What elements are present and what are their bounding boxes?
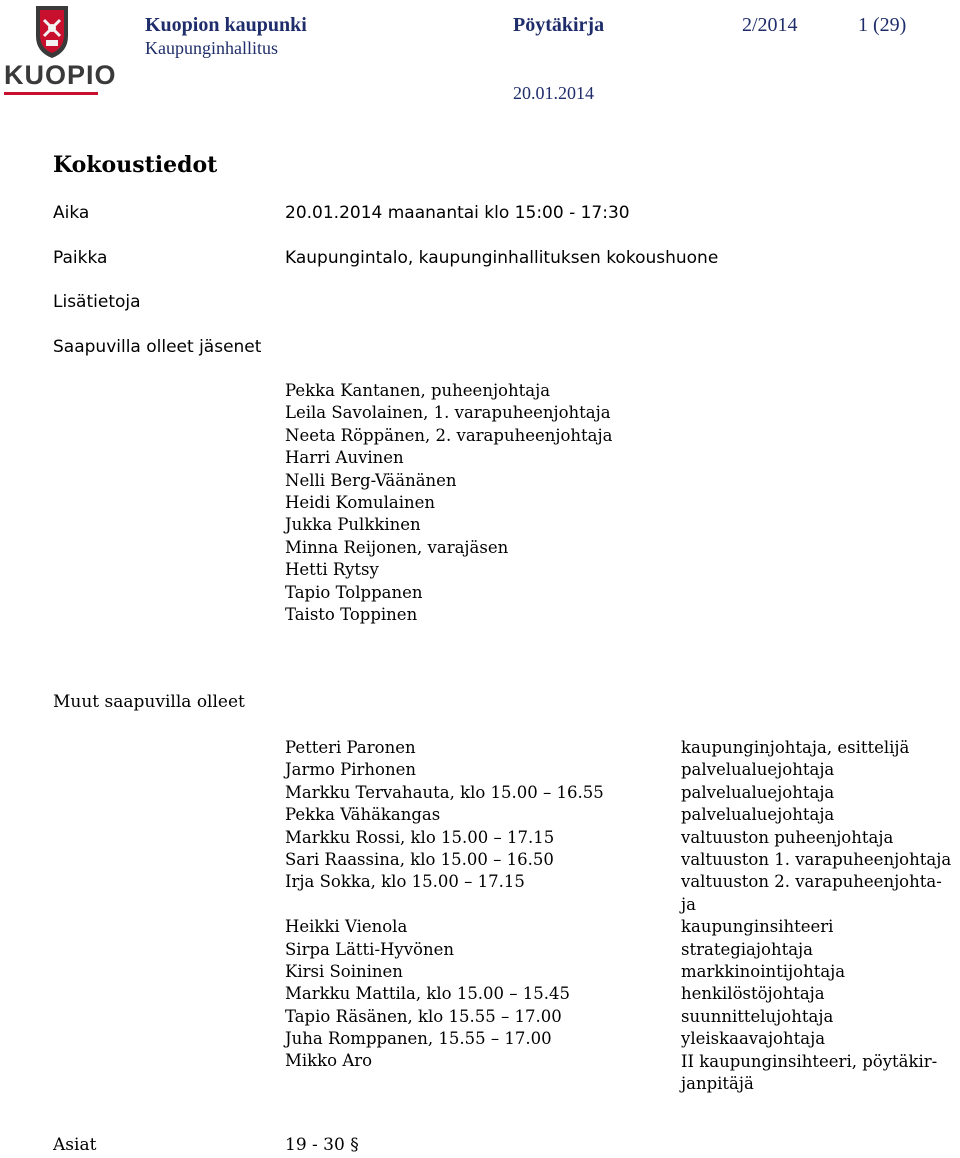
- list-item: Heikki Vienola: [285, 917, 408, 937]
- document-type: Pöytäkirja: [513, 14, 605, 36]
- list-item: palvelualuejohtaja: [681, 782, 835, 802]
- list-item: valtuuston 2. varapuheenjohta-: [681, 872, 942, 892]
- asiat-label: Asiat: [53, 1135, 97, 1155]
- list-item: Nelli Berg-Väänänen: [285, 470, 457, 490]
- list-item: Pekka Kantanen, puheenjohtaja: [285, 381, 551, 400]
- list-item: Neeta Röppänen, 2. varapuheenjohtaja: [285, 425, 613, 445]
- list-item: Markku Rossi, klo 15.00 – 17.15: [285, 827, 555, 847]
- list-item: Harri Auvinen: [285, 448, 404, 468]
- logo-text: KUOPIO: [4, 60, 117, 90]
- list-item: Petteri Paronen: [285, 738, 416, 757]
- list-item: valtuuston 1. varapuheenjohtaja: [681, 850, 952, 870]
- list-item: Sari Raassina, klo 15.00 – 16.50: [285, 849, 554, 869]
- list-item: Jarmo Pirhonen: [285, 760, 417, 780]
- others-names-list: [285, 737, 604, 1073]
- asiat-value: 19 - 30 §: [285, 1135, 359, 1155]
- list-item: kaupunginsihteeri: [681, 917, 834, 937]
- document-date: 20.01.2014: [513, 83, 594, 103]
- list-item: Kirsi Soininen: [285, 961, 403, 981]
- logo-underline: [4, 92, 98, 95]
- list-item: Jukka Pulkkinen: [285, 515, 421, 535]
- list-item: valtuuston puheenjohtaja: [681, 827, 894, 847]
- document-number: 2/2014: [742, 14, 798, 36]
- list-item: Heidi Komulainen: [285, 492, 436, 512]
- list-item: yleiskaavajohtaja: [681, 1029, 826, 1049]
- organization-name: Kuopion kaupunki: [145, 14, 307, 36]
- kuopio-logo: [4, 2, 117, 98]
- saapuvilla-label: Saapuvilla olleet jäsenet: [53, 337, 262, 357]
- list-item: Hetti Rytsy: [285, 560, 379, 580]
- list-item: Markku Mattila, klo 15.00 – 15.45: [285, 984, 571, 1004]
- list-item: Pekka Vähäkangas: [285, 805, 441, 825]
- list-item: strategiajohtaja: [681, 939, 813, 959]
- list-item: Sirpa Lätti-Hyvönen: [285, 939, 455, 959]
- list-item: Minna Reijonen, varajäsen: [285, 537, 509, 557]
- list-item: janpitäjä: [681, 1074, 754, 1094]
- members-list: [285, 380, 612, 626]
- list-item: Taisto Toppinen: [285, 604, 418, 624]
- list-item: Juha Romppanen, 15.55 – 17.00: [285, 1029, 552, 1049]
- paikka-value: Kaupungintalo, kaupunginhallituksen kokoushuone: [285, 248, 719, 268]
- list-item: palvelualuejohtaja: [681, 805, 835, 825]
- paikka-label: Paikka: [53, 248, 108, 268]
- list-item: Tapio Räsänen, klo 15.55 – 17.00: [285, 1006, 562, 1026]
- list-item: Leila Savolainen, 1. varapuheenjohtaja: [285, 403, 611, 423]
- list-item: Tapio Tolppanen: [285, 582, 423, 602]
- page-number: 1 (29): [858, 14, 907, 36]
- list-item: suunnittelujohtaja: [681, 1006, 834, 1026]
- list-item: II kaupunginsihteeri, pöytäkir-: [681, 1051, 938, 1071]
- list-item: kaupunginjohtaja, esittelijä: [681, 738, 910, 757]
- list-item: ja: [681, 894, 696, 914]
- muut-label: Muut saapuvilla olleet: [53, 692, 245, 712]
- list-item: palvelualuejohtaja: [681, 760, 835, 780]
- others-roles-list: [681, 737, 957, 1096]
- section-title: Kokoustiedot: [53, 152, 218, 178]
- aika-value: 20.01.2014 maanantai klo 15:00 - 17:30: [285, 203, 630, 223]
- list-item: Irja Sokka, klo 15.00 – 17.15: [285, 872, 525, 892]
- aika-label: Aika: [53, 203, 90, 223]
- list-item: henkilöstöjohtaja: [681, 984, 825, 1004]
- list-item: markkinointijohtaja: [681, 962, 846, 982]
- lisatietoja-label: Lisätietoja: [53, 292, 141, 312]
- list-item: Mikko Aro: [285, 1051, 373, 1071]
- list-spacer: [285, 894, 604, 916]
- list-item: Markku Tervahauta, klo 15.00 – 16.55: [285, 782, 604, 802]
- body-name: Kaupunginhallitus: [145, 38, 278, 58]
